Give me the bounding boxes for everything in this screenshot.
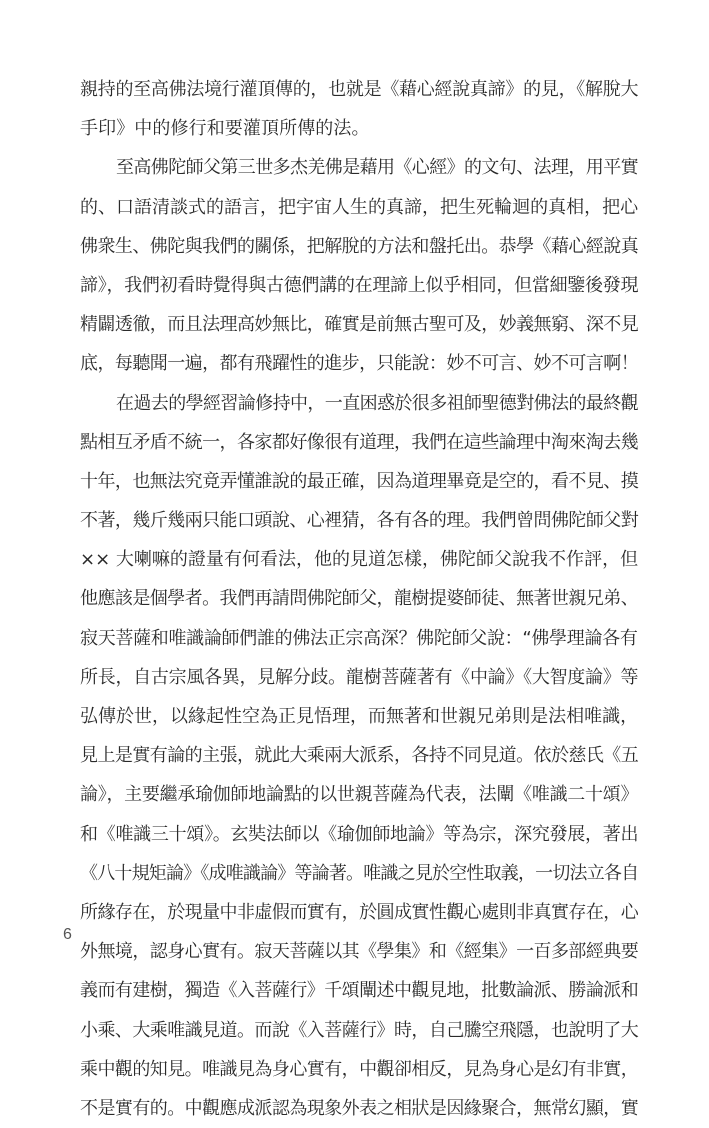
text-line: 所長，自古宗風各異，見解分歧。龍樹菩薩著有《中論》《大智度論》等 <box>80 666 639 688</box>
text-line: 論》，主要繼承瑜伽師地論點的以世親菩薩為代表，法闡《唯識二十頌》 <box>80 784 639 806</box>
text-line: 不是實有的。中觀應成派認為現象外表之相狀是因緣聚合，無常幻顯，實 <box>80 1097 639 1119</box>
text-line: 至高佛陀師父第三世多杰羌佛是藉用《心經》的文句、法理，用平實 <box>116 157 638 179</box>
text-line: 點相互矛盾不統一，各家都好像很有道理，我們在這些論理中淘來淘去幾 <box>80 431 639 453</box>
text-line: 不著，幾斤幾兩只能口頭說、心裡猜，各有各的理。我們曾問佛陀師父對 <box>80 510 639 532</box>
text-line: 義而有建樹，獨造《入菩薩行》千頌闡述中觀見地，批數論派、勝論派和 <box>80 980 639 1002</box>
text-line: 乘中觀的知見。唯識見為身心實有，中觀卻相反，見為身心是幻有非實， <box>80 1058 639 1080</box>
text-line: 精闢透徹，而且法理高妙無比，確實是前無古聖可及，妙義無窮、深不見 <box>80 314 639 336</box>
page-body <box>80 70 638 1128</box>
text-line: 底，每聽聞一遍，都有飛躍性的進步，只能說：妙不可言、妙不可言啊！ <box>80 353 639 375</box>
text-line: 和《唯識三十頌》。玄奘法師以《瑜伽師地論》等為宗，深究發展，著出 <box>80 823 639 845</box>
text-line: 所緣存在，於現量中非虛假而實有，於圓成實性觀心處則非真實存在，心 <box>80 901 639 923</box>
text-line: 外無境，認身心實有。寂天菩薩以其《學集》和《經集》一百多部經典要 <box>80 941 639 963</box>
text-line: 見上是實有論的主張，就此大乘兩大派系，各持不同見道。依於慈氏《五 <box>80 745 639 767</box>
page-number: 6 <box>63 926 72 943</box>
text-line: 手印》中的修行和要灌頂所傳的法。 <box>80 118 370 140</box>
text-line: 在過去的學經習論修持中，一直困惑於很多祖師聖德對佛法的最終觀 <box>116 392 638 414</box>
text-line: 小乘、大乘唯識見道。而說《入菩薩行》時，自己騰空飛隱，也說明了大 <box>80 1019 639 1041</box>
text-line: 佛衆生、佛陀與我們的關係，把解脫的方法和盤托出。恭學《藉心經說真 <box>80 235 639 257</box>
text-line: 親持的至高佛法境行灌頂傳的，也就是《藉心經說真諦》的見，《解脫大 <box>80 79 639 100</box>
text-line: 弘傳於世，以緣起性空為正見悟理，而無著和世親兄弟則是法相唯識， <box>80 706 639 727</box>
text-line: 的、口語清談式的語言，把宇宙人生的真諦，把生死輪迴的真相，把心 <box>80 196 639 218</box>
text-line: 他應該是個學者。我們再請問佛陀師父，龍樹提婆師徒、無著世親兄弟、 <box>80 588 639 610</box>
text-line: 《八十規矩論》《成唯識論》等論著。唯識之見於空性取義，一切法立各自 <box>80 862 639 884</box>
text-line: 諦》，我們初看時覺得與古德們講的在理諦上似乎相同，但當細鑒後發現 <box>80 274 639 296</box>
text-line: 寂天菩薩和唯識論師們誰的佛法正宗高深？佛陀師父說：“佛學理論各有 <box>80 627 638 649</box>
text-line: 十年，也無法究竟弄懂誰說的最正確，因為道理畢竟是空的，看不見、摸 <box>80 470 639 492</box>
text-line: ×× 大喇嘛的證量有何看法，他的見道怎樣，佛陀師父說我不作評，但 <box>80 549 639 571</box>
